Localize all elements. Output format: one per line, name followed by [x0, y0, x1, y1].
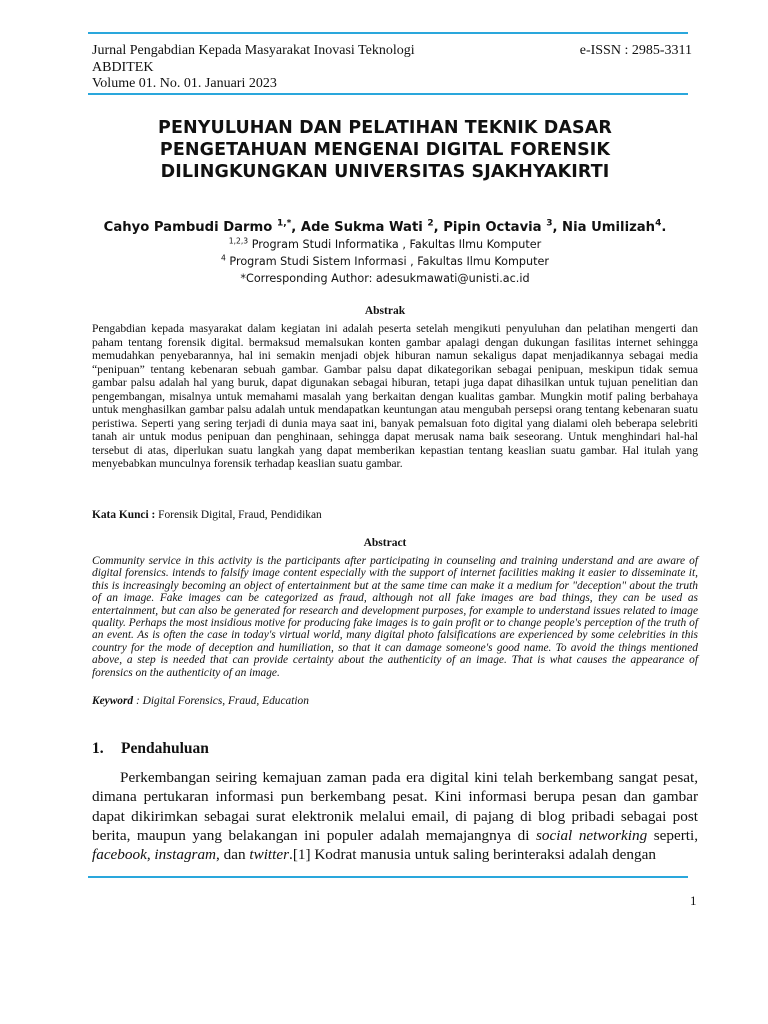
affiliation-2: [92, 255, 678, 268]
intro-italic-instagram: instagram: [154, 846, 217, 864]
corresponding-author: *Corresponding Author: adesukmawati@unisti.ac.id: [240, 272, 530, 285]
volume-info: Volume 01. No. 01. Januari 2023: [92, 76, 277, 91]
intro-italic-social-networking: social networking: [536, 826, 648, 844]
footer-rule: [88, 876, 688, 878]
affiliation-1-text: Program Studi Informatika , Fakultas Ilmu Komputer: [248, 238, 542, 251]
author-1: Cahyo Pambudi Darmo: [103, 220, 277, 235]
intro-text-a: Perkembangan seiring kemajuan zaman pada era digital kini telah berkembang sangat pesat, dimana pertukaran informasi pun berkembang pesat. Kini informasi berupa pesan dan gambar dapat dikirimkan sebagai surat elektronik melalui email, di pajang di blog pribadi sebagai post berita, maupun yang belakangan ini populer adalah memajangnya di: [92, 769, 698, 844]
header-top-rule: [88, 32, 688, 34]
section-number: 1.: [92, 740, 104, 757]
intro-italic-twitter: twitter: [249, 846, 290, 864]
abstract-body: Community service in this activity is the participants after participating in counseling and training understand and are aware of digital forensics. intends to falsify image content especially with the support of internet facilities making it easier to disseminate it, this is increasingly becoming an object of entertainment but at the same time can make it a medium for "deception" about the truth of an image. Fake images can be categorized as fraud, although not all fake images are bad things, they can be used as entertainment, but can also be generated for research and development purposes, for example to understand issues related to image quality. Perhaps the most insidious motive for producing fake images is to gain profit or to change people's perception of the truth of an event. As is often the case in today's virtual world, many digital photo falsifications are experienced by some celebrities in this country for the mode of deception and humiliation, so that it can damage someone's good name. To avoid the things mentioned above, a step is needed that can provide certainty about the authenticity of an image. That is what causes the appearance of forensics on the authenticity of an image.: [92, 555, 698, 679]
kata-kunci: [92, 509, 322, 521]
title-line-1: PENYULUHAN DAN PELATIHAN TEKNIK DASAR: [158, 118, 612, 138]
section-title: Pendahuluan: [121, 740, 209, 757]
author-4-mark: 4: [655, 218, 662, 229]
kata-kunci-label: Kata Kunci :: [92, 509, 159, 521]
intro-text-d: , dan: [216, 846, 250, 864]
abstract-heading: Abstract: [363, 537, 407, 549]
author-list: [92, 220, 678, 235]
keyword-label: Keyword: [92, 695, 134, 707]
journal-abbrev: ABDITEK: [92, 59, 154, 75]
page-number: 1: [690, 893, 697, 908]
issn: e-ISSN : 2985-3311: [579, 43, 692, 58]
title-line-2: PENGETAHUAN MENGENAI DIGITAL FORENSIK: [159, 140, 611, 160]
author-3: , Pipin Octavia: [433, 220, 547, 235]
author-1-mark: 1,*: [276, 218, 292, 229]
abstrak-body: Pengabdian kepada masyarakat dalam kegiatan ini adalah peserta setelah mengikuti penyuluhan dan pelatihan mengerti dan paham tentang forensik digital. bermaksud memalsukan konten gambar apalagi dengan dukungan fasilitas internet sehingga memudahkan penyebarannya, hal ini semakin menjadi objek hiburan namun sekaligus dapat menjadikannya sebagai media “penipuan” tentang kebenaran sebuah gambar. Gambar palsu dapat dikategorikan sebagai penipuan, meskipun tidak semua gambar palsu adalah hal yang buruk, dapat digunakan sebagai hiburan, tetapi juga dapat dihasilkan untuk tujuan penelitian dan pengembangan, misalnya untuk memahami masalah yang berkaitan dengan kualitas gambar. Mungkin motif paling berbahaya untuk menghasilkan gambar palsu adalah untuk mendapatkan keuntungan atau mengubah persepsi orang tentang kebenaran suatu peristiwa. Seperti yang sering terjadi di dunia maya saat ini, banyak pemalsuan foto digital yang dialami oleh beberapa selebriti tanah air untuk modus penipuan dan penghinaan, sehingga dapat merusak nama baik seseorang. Untuk menghindari hal-hal tersebut di atas, diperlukan suatu langkah yang dapat memberikan kepastian tentang keaslian suatu gambar. Hal itulah yang menyebabkan munculnya forensik terhadap keaslian suatu gambar.: [92, 322, 698, 470]
title-line-3: DILINGKUNGKAN UNIVERSITAS SJAKHYAKIRTI: [160, 162, 610, 182]
intro-text-c: ,: [146, 846, 155, 864]
author-4: , Nia Umilizah: [552, 220, 656, 235]
author-list-end: .: [661, 220, 667, 235]
affiliation-1: [92, 238, 678, 251]
section-heading: [92, 740, 209, 758]
intro-text-b: seperti,: [647, 826, 699, 844]
keyword-line: [92, 695, 309, 707]
keyword-values: : Digital Forensics, Fraud, Education: [133, 695, 309, 707]
author-3-mark: 3: [546, 218, 553, 229]
running-header: [92, 43, 692, 93]
author-2-mark: 2: [427, 218, 434, 229]
intro-italic-facebook: facebook: [92, 846, 147, 864]
abstrak-heading: Abstrak: [364, 305, 406, 317]
affiliation-2-text: Program Studi Sistem Informasi , Fakultas Ilmu Komputer: [225, 255, 549, 268]
affiliation-2-mark: 4: [221, 253, 226, 263]
intro-text-e: .[1] Kodrat manusia untuk saling berinteraksi adalah dengan: [289, 846, 656, 864]
author-2: , Ade Sukma Wati: [291, 220, 428, 235]
paper-title: [92, 117, 678, 183]
affiliation-1-mark: 1,2,3: [228, 236, 249, 246]
header-bottom-rule: [88, 93, 688, 95]
kata-kunci-values: Forensik Digital, Fraud, Pendidikan: [158, 509, 322, 521]
intro-paragraph: [92, 768, 698, 864]
journal-name: Jurnal Pengabdian Kepada Masyarakat Inovasi Teknologi: [92, 43, 415, 58]
